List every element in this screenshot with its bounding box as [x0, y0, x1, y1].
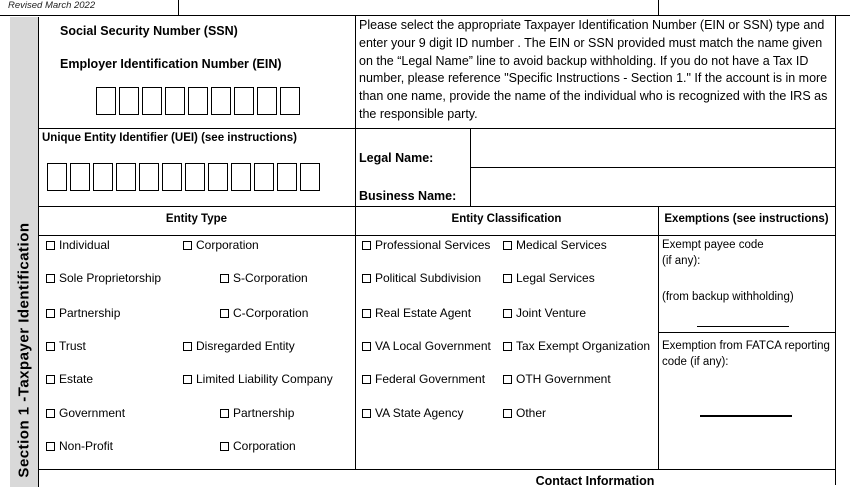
entity-class-joint-venture[interactable] — [503, 306, 586, 320]
entity-class-tax-exempt-organization[interactable] — [503, 339, 650, 353]
option-label: Partnership — [233, 406, 295, 420]
checkbox[interactable] — [183, 241, 192, 250]
option-label: Sole Proprietorship — [59, 271, 162, 285]
option-label: Joint Venture — [516, 306, 587, 320]
checkbox[interactable] — [503, 309, 512, 318]
checkbox[interactable] — [503, 375, 512, 384]
entity-class-medical-services[interactable] — [503, 238, 607, 252]
checkbox[interactable] — [503, 274, 512, 283]
entity-class-political-subdivision[interactable] — [362, 271, 481, 285]
uei-label: Unique Entity Identifier (UEI) (see instructions) — [42, 132, 297, 144]
contact-info-header: Contact Information — [535, 474, 655, 488]
entity-type-individual[interactable] — [46, 238, 110, 252]
exempt-payee-label: Exempt payee code — [662, 239, 764, 251]
option-label: VA State Agency — [375, 406, 464, 420]
option-label: OTH Government — [516, 372, 611, 386]
entity-class-real-estate-agent[interactable] — [362, 306, 471, 320]
ein-label: Employer Identification Number (EIN) — [60, 57, 282, 71]
uei-char-box-11[interactable] — [277, 163, 297, 191]
option-label: Real Estate Agent — [375, 306, 472, 320]
business-name-field[interactable] — [472, 169, 833, 204]
business-name-label: Business Name: — [359, 189, 457, 203]
entity-type-limited-liability-company-alt[interactable] — [183, 372, 333, 386]
option-label: Individual — [59, 238, 110, 252]
tin-digit-box-5[interactable] — [188, 87, 208, 115]
uei-char-box-5[interactable] — [139, 163, 159, 191]
legal-name-label: Legal Name: — [359, 151, 434, 165]
tin-digit-box-1[interactable] — [96, 87, 116, 115]
checkbox[interactable] — [46, 375, 55, 384]
tin-digit-box-8[interactable] — [257, 87, 277, 115]
option-label: Corporation — [233, 439, 296, 453]
entity-class-va-state-agency[interactable] — [362, 406, 464, 420]
entity-type-partnership[interactable] — [46, 306, 120, 320]
option-label: Estate — [59, 372, 94, 386]
backup-withholding-label: (from backup withholding) — [662, 291, 794, 303]
checkbox[interactable] — [220, 442, 229, 451]
checkbox[interactable] — [220, 409, 229, 418]
exempt-payee-field[interactable] — [697, 326, 789, 327]
tin-digit-box-6[interactable] — [211, 87, 231, 115]
entity-type-non-profit[interactable] — [46, 439, 113, 453]
entity-type-corporation-alt[interactable] — [183, 238, 259, 252]
entity-type-partnership-alt[interactable] — [220, 406, 294, 420]
entity-type-government[interactable] — [46, 406, 125, 420]
entity-type-sole-proprietorship[interactable] — [46, 271, 161, 285]
fatca-label: Exemption from FATCA reporting — [662, 340, 830, 352]
exempt-payee-ifany: (if any): — [662, 255, 701, 267]
exemptions-header: Exemptions (see instructions) — [664, 213, 829, 225]
entity-class-legal-services[interactable] — [503, 271, 595, 285]
checkbox[interactable] — [362, 342, 371, 351]
entity-type-estate[interactable] — [46, 372, 93, 386]
fatca-code-label: code (if any): — [662, 356, 729, 368]
entity-type-c-corporation-alt[interactable] — [220, 306, 308, 320]
option-label: Medical Services — [516, 238, 607, 252]
option-label: Political Subdivision — [375, 271, 482, 285]
checkbox[interactable] — [503, 241, 512, 250]
entity-class-header: Entity Classification — [451, 213, 562, 225]
uei-char-box-10[interactable] — [254, 163, 274, 191]
option-label: Partnership — [59, 306, 121, 320]
option-label: VA Local Government — [375, 339, 491, 353]
checkbox[interactable] — [362, 309, 371, 318]
tin-digit-box-7[interactable] — [234, 87, 254, 115]
checkbox[interactable] — [220, 274, 229, 283]
checkbox[interactable] — [46, 442, 55, 451]
uei-char-box-7[interactable] — [185, 163, 205, 191]
option-label: Corporation — [196, 238, 259, 252]
uei-char-box-3[interactable] — [93, 163, 113, 191]
checkbox[interactable] — [183, 375, 192, 384]
checkbox[interactable] — [46, 274, 55, 283]
entity-type-corporation-alt[interactable] — [220, 439, 296, 453]
entity-class-other[interactable] — [503, 406, 546, 420]
option-label: Legal Services — [516, 271, 595, 285]
checkbox[interactable] — [362, 274, 371, 283]
uei-char-box-4[interactable] — [116, 163, 136, 191]
tin-digit-box-4[interactable] — [165, 87, 185, 115]
checkbox[interactable] — [220, 309, 229, 318]
option-label: Tax Exempt Organization — [516, 339, 651, 353]
entity-class-oth-government[interactable] — [503, 372, 611, 386]
option-label: Federal Government — [375, 372, 486, 386]
uei-char-box-8[interactable] — [208, 163, 228, 191]
entity-type-trust[interactable] — [46, 339, 86, 353]
entity-class-professional-services[interactable] — [362, 238, 490, 252]
checkbox[interactable] — [46, 309, 55, 318]
checkbox[interactable] — [183, 342, 192, 351]
option-label: Limited Liability Company — [196, 372, 333, 386]
option-label: Non-Profit — [59, 439, 114, 453]
entity-class-va-local-government[interactable] — [362, 339, 491, 353]
tin-digit-box-9[interactable] — [280, 87, 300, 115]
option-label: C-Corporation — [233, 306, 309, 320]
checkbox[interactable] — [46, 342, 55, 351]
uei-char-box-9[interactable] — [231, 163, 251, 191]
entity-class-federal-government[interactable] — [362, 372, 485, 386]
tin-digit-box-2[interactable] — [119, 87, 139, 115]
option-label: Trust — [59, 339, 86, 353]
fatca-code-field[interactable] — [700, 415, 792, 417]
checkbox[interactable] — [503, 342, 512, 351]
option-label: Disregarded Entity — [196, 339, 295, 353]
option-label: Professional Services — [375, 238, 491, 252]
option-label: S-Corporation — [233, 271, 308, 285]
uei-char-box-1[interactable] — [47, 163, 67, 191]
checkbox[interactable] — [503, 409, 512, 418]
checkbox[interactable] — [46, 409, 55, 418]
checkbox[interactable] — [362, 409, 371, 418]
legal-name-field[interactable] — [472, 130, 833, 165]
tin-instructions: Please select the appropriate Taxpayer Identification Number (EIN or SSN) type and enter your 9 digit ID number . The EIN or SSN provided must match the name given on the “Legal Name” line to avoid backup withholding. If you do not have a Tax ID number, please reference "Specific Instructions - Section 1." If the account is in more than one name, provide the name of the individual who is recognized with the IRS as the responsible party. — [359, 18, 828, 121]
entity-type-s-corporation-alt[interactable] — [220, 271, 308, 285]
checkbox[interactable] — [362, 375, 371, 384]
checkbox[interactable] — [46, 241, 55, 250]
entity-type-header: Entity Type — [165, 213, 228, 225]
option-label: Government — [59, 406, 126, 420]
checkbox[interactable] — [362, 241, 371, 250]
option-label: Other — [516, 406, 547, 420]
tin-digit-box-3[interactable] — [142, 87, 162, 115]
revision-date: Revised March 2022 — [8, 0, 96, 11]
ssn-label: Social Security Number (SSN) — [60, 24, 238, 38]
uei-char-box-2[interactable] — [70, 163, 90, 191]
uei-char-box-12[interactable] — [300, 163, 320, 191]
entity-type-disregarded-entity-alt[interactable] — [183, 339, 295, 353]
uei-char-box-6[interactable] — [162, 163, 182, 191]
section-title: Section 1 -Taxpayer Identification — [15, 222, 33, 478]
